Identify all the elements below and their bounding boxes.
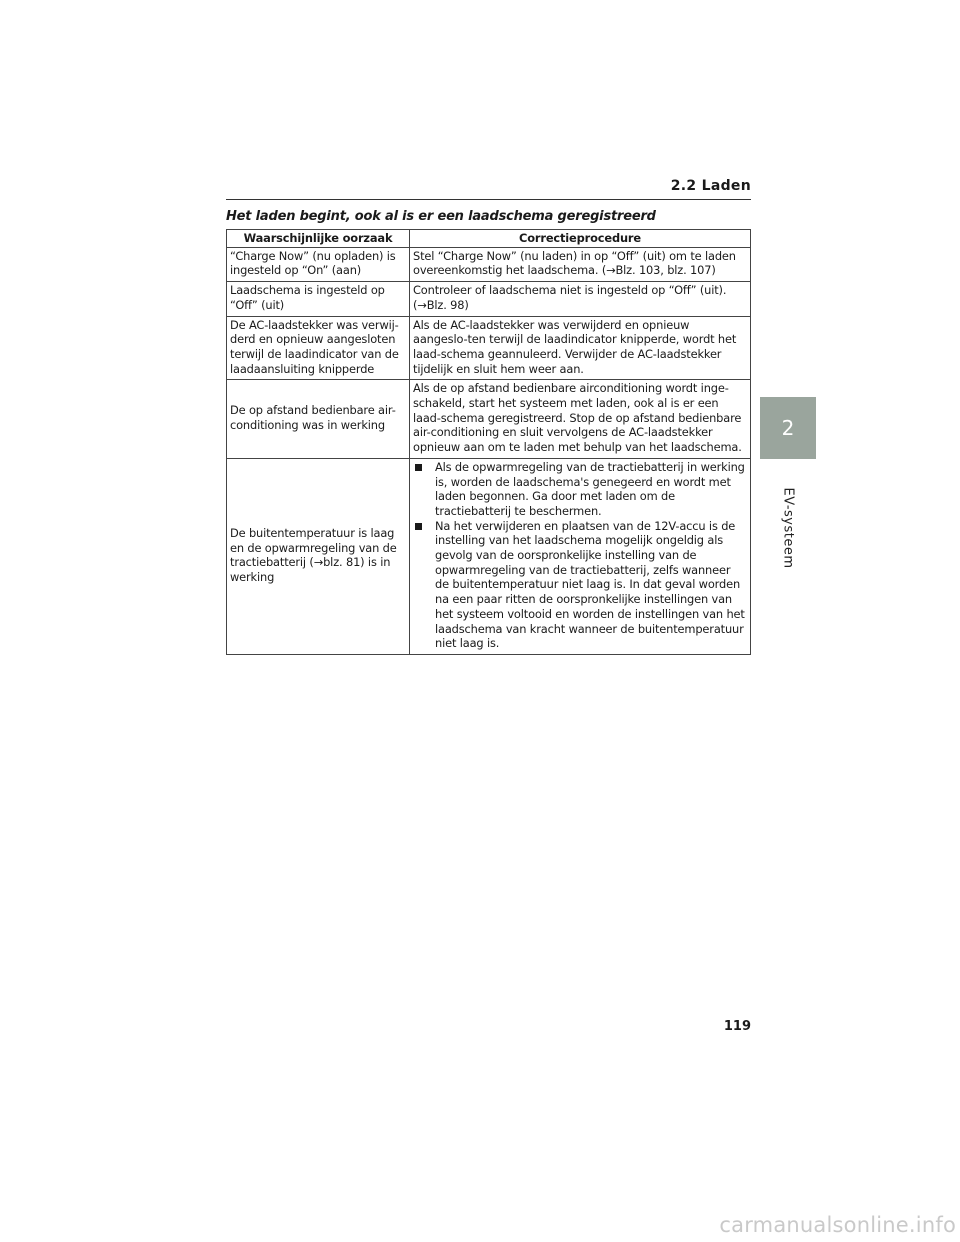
remedy-cell: Stel “Charge Now” (nu laden) in op “Off” (uit) om te laden overeenkomstig het laadschema. (→Blz. 103, blz. 107) xyxy=(410,247,751,281)
watermark: carmanualsonline.info xyxy=(719,1213,956,1237)
remedy-cell xyxy=(410,458,751,654)
table-row xyxy=(227,247,751,281)
remedy-cell: Als de AC-laadstekker was verwijderd en opnieuw aangeslo-ten terwijl de laadindicator knipperde, wordt het laad-schema geannuleerd. Verwijder de AC-laadstekker tijdelijk en sluit hem weer aan. xyxy=(410,316,751,380)
remedy-bullet-list xyxy=(413,460,747,651)
cause-cell: Laadschema is ingesteld op “Off” (uit) xyxy=(227,282,410,316)
cause-cell: De op afstand bedienbare air-conditioning was in werking xyxy=(227,380,410,459)
bullet-item: Na het verwijderen en plaatsen van de 12V-accu is de instelling van het laadschema mogelijk ongeldig als gevolg van de oorspronkelijke instelling van de opwarmregeling van de tractiebatterij, zelfs wanneer de buitentemperatuur niet laag is. In dat geval worden na een paar ritten de oorspronkelijke instellingen van het systeem voltooid en worden de instellingen van het laadschema van kracht wanneer de buitentemperatuur niet laag is. xyxy=(413,519,747,651)
table-row xyxy=(227,380,751,459)
header-divider xyxy=(226,199,751,200)
table-row xyxy=(227,316,751,380)
cause-cell: “Charge Now” (nu opladen) is ingesteld op “On” (aan) xyxy=(227,247,410,281)
troubleshooting-table xyxy=(226,229,751,655)
chapter-label: EV-systeem xyxy=(780,487,796,569)
chapter-number: 2 xyxy=(781,416,795,440)
remedy-cell: Controleer of laadschema niet is ingesteld op “Off” (uit). (→Blz. 98) xyxy=(410,282,751,316)
table-title: Het laden begint, ook al is er een laadschema geregistreerd xyxy=(226,209,656,224)
column-header-cause: Waarschijnlijke oorzaak xyxy=(227,230,410,248)
page-number: 119 xyxy=(723,1019,751,1034)
table-header-row xyxy=(227,230,751,248)
table-row xyxy=(227,282,751,316)
bullet-item: Als de opwarmregeling van de tractiebatterij in werking is, worden de laadschema's genegeerd en wordt met laden begonnen. Ga door met laden om de tractiebatterij te beschermen. xyxy=(413,460,747,519)
cause-cell: De AC-laadstekker was verwij-derd en opnieuw aangesloten terwijl de laadindicator van de laadaansluiting knipperde xyxy=(227,316,410,380)
cause-cell: De buitentemperatuur is laag en de opwarmregeling van de tractiebatterij (→blz. 81) is in werking xyxy=(227,458,410,654)
remedy-cell: Als de op afstand bedienbare airconditioning wordt inge-schakeld, start het systeem met laden, ook al is er een laad-schema geregistreerd. Stop de op afstand bedienbare air-conditioning en sluit vervolgens de AC-laadstekker opnieuw aan om te laden met behulp van het laadschema. xyxy=(410,380,751,459)
chapter-tab xyxy=(760,397,816,459)
column-header-remedy: Correctieprocedure xyxy=(410,230,751,248)
table-row xyxy=(227,458,751,654)
section-header: 2.2 Laden xyxy=(670,178,751,194)
